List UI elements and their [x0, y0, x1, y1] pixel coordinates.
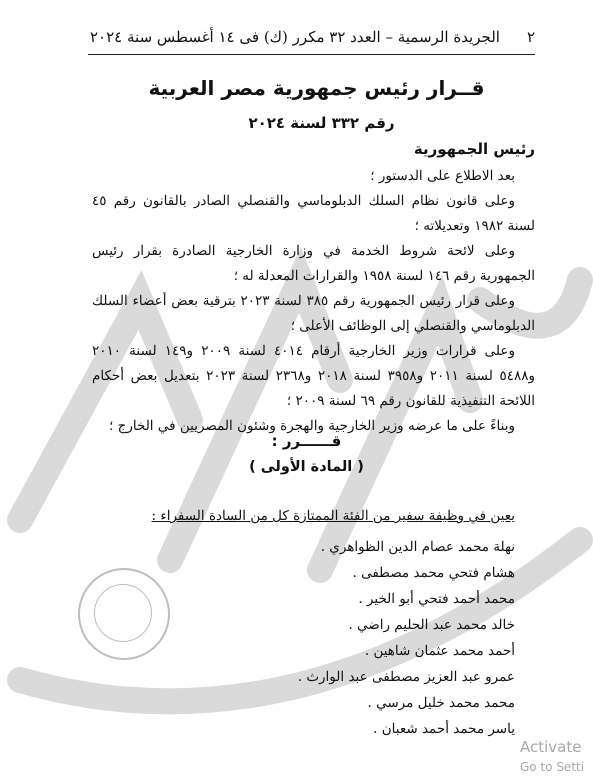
windows-activation-overlay: [520, 738, 584, 774]
list-item: نهلة محمد عصام الدين الظواهري .: [320, 539, 515, 555]
preamble: [92, 164, 535, 439]
article-heading: ( المادة الأولى ): [249, 459, 364, 475]
article-intro: يعين في وظيفة سفير من الفئة الممتازة كل من السادة السفراء :: [151, 508, 515, 524]
appointee-list: [298, 534, 515, 742]
preamble-clause: وعلى قرارات وزير الخارجية أرقام ٤٠١٤ لسنة ٢٠٠٩ و١٤٩ لسنة ٢٠١٠ و٥٤٨٨ لسنة ٢٠١١ و٣٩٥٨ لسنة ٢٠١٨ و٢٣٦٨ لسنة ٢٠٢٣ بتعديل بعض أحكام اللائحة التنفيذية للقانون رقم ٦٩ لسنة ٢٠٠٩ ؛: [92, 343, 535, 409]
activation-title: Activate: [520, 738, 582, 756]
page-number: ٢: [526, 28, 535, 46]
header-divider: [88, 54, 535, 55]
list-item: هشام فتحي محمد مصطفى .: [352, 565, 515, 581]
list-item: ياسر محمد أحمد شعبان .: [373, 721, 515, 737]
preamble-clause: وعلى لائحة شروط الخدمة في وزارة الخارجية الصادرة بقرار رئيس الجمهورية رقم ١٤٦ لسنة ١٩٥٨ والقرارات المعدلة له ؛: [92, 243, 535, 284]
issuer-heading: رئيس الجمهورية: [413, 140, 535, 158]
preamble-clause: وبناءً على ما عرضه وزير الخارجية والهجرة وشئون المصريين في الخارج ؛: [109, 418, 515, 434]
list-item: أحمد محمد عثمان شاهين .: [364, 643, 515, 659]
list-item: عمرو عبد العزيز مصطفى عبد الوارث .: [297, 669, 515, 685]
page-header: [90, 26, 535, 48]
activation-hint: Go to Setti: [520, 760, 585, 774]
list-item: خالد محمد عبد الحليم راضي .: [348, 617, 515, 633]
preamble-clause: وعلى قرار رئيس الجمهورية رقم ٣٨٥ لسنة ٢٠٢٣ بترقية بعض أعضاء السلك الدبلوماسي والقنصلي إلى الوظائف الأعلى ؛: [92, 293, 535, 334]
preamble-clause: وعلى قانون نظام السلك الدبلوماسي والقنصلي الصادر بالقانون رقم ٤٥ لسنة ١٩٨٢ وتعديلاته ؛: [92, 193, 535, 234]
list-item: محمد أحمد فتحي أبو الخير .: [358, 591, 515, 607]
decree-title: قــرار رئيس جمهورية مصر العربية: [148, 76, 485, 100]
gazette-issue-line: الجريدة الرسمية – العدد ٣٢ مكرر (ك) فى ١٤ أغسطس سنة ٢٠٢٤: [90, 28, 500, 46]
list-item: محمد محمد خليل مرسي .: [367, 695, 515, 711]
preamble-clause: بعد الاطلاع على الدستور ؛: [370, 168, 515, 184]
decision-heading: قــــــرر :: [271, 432, 342, 450]
decree-number: رقم ٣٣٢ لسنة ٢٠٢٤: [248, 114, 395, 132]
ministry-seal-icon: [78, 568, 170, 660]
